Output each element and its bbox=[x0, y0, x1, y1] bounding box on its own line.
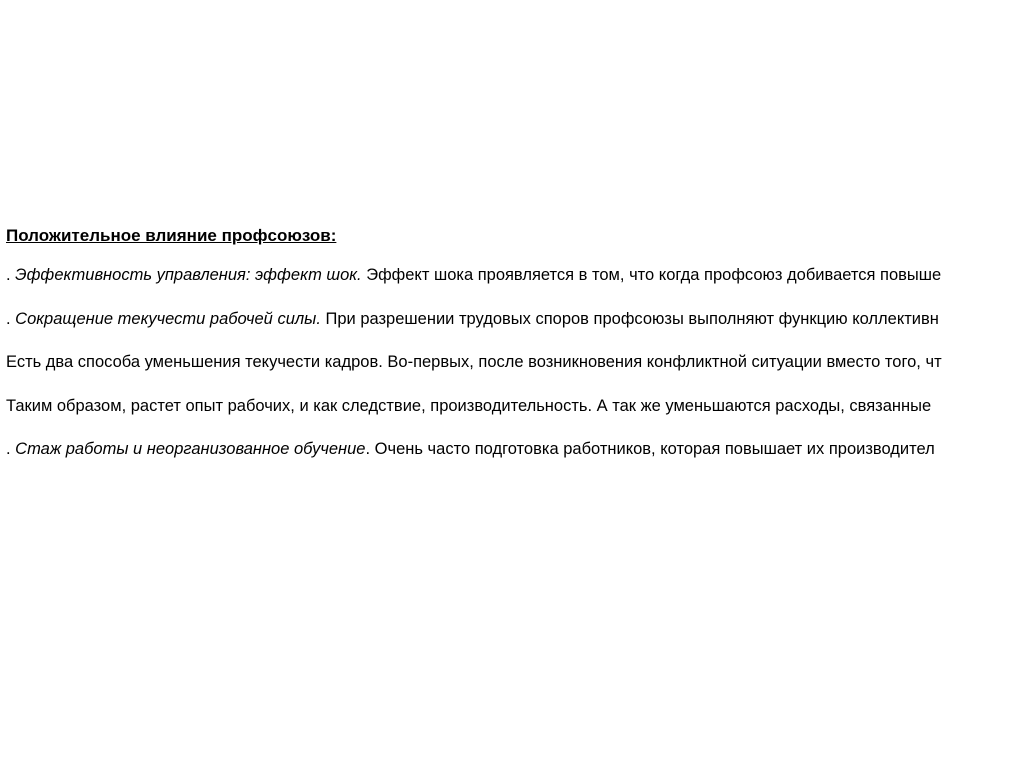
paragraph-training bbox=[6, 439, 935, 459]
paragraph-lead: . bbox=[6, 440, 16, 458]
paragraph-turnover-reduction bbox=[6, 309, 939, 329]
paragraph-text: Есть два способа уменьшения текучести кадров. Во-первых, после возникновения конфликтной ситуации вместо того, чт bbox=[6, 353, 942, 371]
paragraph-italic-title: Стаж работы и неорганизованное обучение bbox=[15, 440, 366, 458]
paragraph-lead: . bbox=[6, 266, 16, 284]
slide-heading: Положительное влияние профсоюзов: bbox=[6, 226, 337, 245]
paragraph-text: При разрешении трудовых споров профсоюзы выполняют функцию коллективн bbox=[320, 310, 939, 328]
paragraph-text: Таким образом, растет опыт рабочих, и как следствие, производительность. А так же уменьшаются расходы, связанные bbox=[6, 397, 932, 415]
paragraph-text: . Очень часто подготовка работников, которая повышает их производител bbox=[365, 440, 935, 458]
paragraph-management-efficiency bbox=[6, 265, 941, 285]
paragraph-two-ways bbox=[6, 352, 942, 372]
paragraph-italic-title: Эффективность управления: эффект шок. bbox=[15, 266, 362, 284]
paragraph-lead: . bbox=[6, 310, 16, 328]
paragraph-italic-title: Сокращение текучести рабочей силы. bbox=[15, 310, 321, 328]
paragraph-text: Эффект шока проявляется в том, что когда профсоюз добивается повыше bbox=[361, 266, 942, 284]
paragraph-experience bbox=[6, 396, 931, 416]
